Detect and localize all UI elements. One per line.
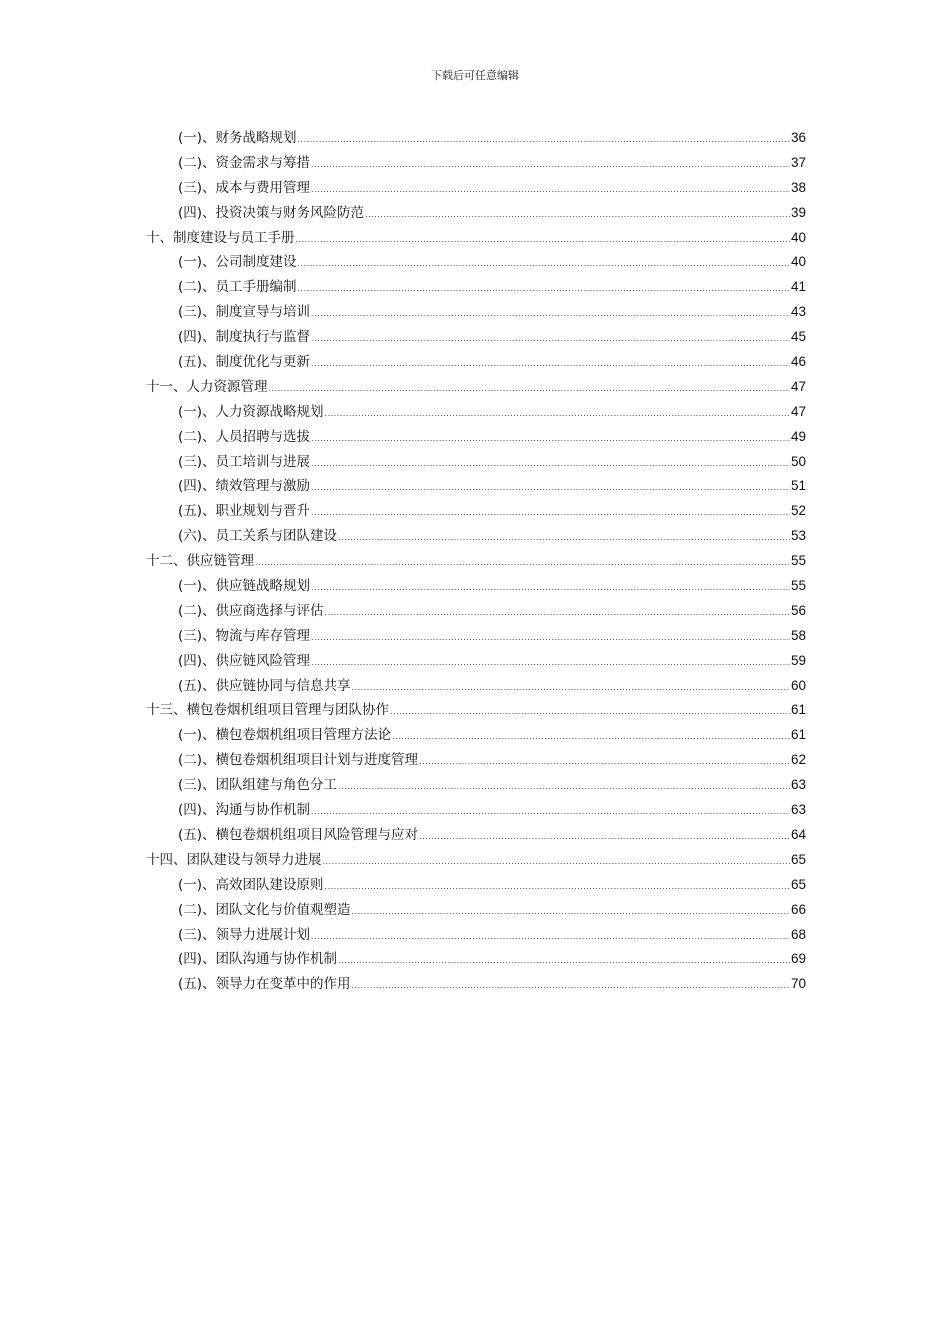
toc-dot-leader	[325, 402, 790, 427]
toc-page-number: 38	[790, 179, 806, 195]
toc-page-number: 62	[790, 752, 806, 768]
toc-dot-leader	[255, 551, 790, 576]
toc-page-number: 66	[790, 901, 806, 917]
toc-section-entry[interactable]	[146, 972, 806, 997]
toc-dot-leader	[352, 900, 790, 925]
toc-dot-leader	[311, 178, 790, 203]
toc-dot-leader	[311, 476, 790, 501]
toc-entry-label: (四)、投资决策与财务风险防范	[178, 204, 365, 221]
toc-section-entry[interactable]	[146, 350, 806, 375]
toc-dot-leader	[325, 875, 790, 900]
toc-page-number: 69	[790, 951, 806, 967]
toc-section-entry[interactable]	[146, 275, 806, 300]
toc-page-number: 63	[790, 802, 806, 818]
toc-entry-label: (一)、财务战略规划	[178, 130, 297, 146]
toc-chapter-entry[interactable]	[146, 698, 806, 723]
toc-dot-leader	[338, 775, 790, 800]
toc-section-entry[interactable]	[146, 325, 806, 350]
toc-page-number: 53	[790, 528, 806, 544]
toc-entry-label: 十、制度建设与员工手册	[146, 229, 295, 246]
toc-entry-label: (一)、公司制度建设	[178, 254, 297, 271]
toc-entry-label: (三)、领导力进展计划	[178, 926, 311, 943]
toc-dot-leader	[338, 526, 790, 551]
toc-dot-leader	[311, 427, 790, 452]
toc-dot-leader	[311, 651, 790, 676]
toc-dot-leader	[298, 252, 790, 277]
toc-dot-leader	[338, 949, 790, 974]
toc-entry-label: 十三、横包卷烟机组项目管理与团队协作	[146, 702, 389, 719]
toc-dot-leader	[323, 850, 790, 875]
toc-dot-leader	[325, 601, 790, 626]
toc-dot-leader	[311, 153, 790, 178]
toc-page-number: 47	[790, 403, 806, 419]
toc-section-entry[interactable]	[146, 425, 806, 450]
toc-section-entry[interactable]	[146, 201, 806, 226]
toc-page-number: 52	[790, 503, 806, 519]
toc-section-entry[interactable]	[146, 599, 806, 624]
toc-page-number: 46	[790, 354, 806, 370]
toc-dot-leader	[311, 327, 790, 352]
toc-chapter-entry[interactable]	[146, 549, 806, 574]
toc-entry-label: (三)、成本与费用管理	[178, 179, 311, 196]
toc-page-number: 41	[790, 279, 806, 295]
toc-section-entry[interactable]	[146, 873, 806, 898]
toc-page-number: 56	[790, 602, 806, 618]
toc-section-entry[interactable]	[146, 823, 806, 848]
toc-page-number: 65	[790, 851, 806, 867]
toc-section-entry[interactable]	[146, 474, 806, 499]
toc-entry-label: (三)、制度宣导与培训	[178, 304, 311, 321]
toc-entry-label: (三)、团队组建与角色分工	[178, 777, 338, 794]
toc-page-number: 59	[790, 652, 806, 668]
toc-page-number: 45	[790, 329, 806, 345]
toc-dot-leader	[311, 800, 790, 825]
toc-entry-label: (二)、团队文化与价值观塑造	[178, 901, 351, 918]
toc-dot-leader	[311, 452, 790, 477]
toc-dot-leader	[392, 725, 790, 750]
toc-section-entry[interactable]	[146, 923, 806, 948]
toc-section-entry[interactable]	[146, 947, 806, 972]
toc-dot-leader	[311, 352, 790, 377]
toc-dot-leader	[365, 203, 790, 228]
toc-page-number: 60	[790, 677, 806, 693]
toc-section-entry[interactable]	[146, 798, 806, 823]
toc-entry-label: (一)、高效团队建设原则	[178, 876, 324, 893]
toc-section-entry[interactable]	[146, 126, 806, 151]
toc-section-entry[interactable]	[146, 649, 806, 674]
toc-entry-label: (一)、横包卷烟机组项目管理方法论	[178, 727, 392, 744]
toc-section-entry[interactable]	[146, 524, 806, 549]
toc-page-number: 58	[790, 627, 806, 643]
toc-page-number: 43	[790, 304, 806, 320]
toc-page-number: 63	[790, 777, 806, 793]
toc-entry-label: (四)、供应链风险管理	[178, 652, 311, 669]
toc-entry-label: 十四、团队建设与领导力进展	[146, 851, 322, 868]
toc-section-entry[interactable]	[146, 898, 806, 923]
toc-page-number: 47	[790, 378, 806, 394]
toc-page-number: 37	[790, 154, 806, 170]
toc-dot-leader	[419, 825, 790, 850]
toc-entry-label: (五)、职业规划与晋升	[178, 503, 311, 520]
toc-entry-label: (四)、沟通与协作机制	[178, 802, 311, 819]
toc-entry-label: 十一、人力资源管理	[146, 378, 268, 395]
toc-section-entry[interactable]	[146, 723, 806, 748]
toc-page-number: 55	[790, 553, 806, 569]
toc-section-entry[interactable]	[146, 674, 806, 699]
toc-entry-label: (三)、员工培训与进展	[178, 453, 311, 470]
toc-page-number: 40	[790, 229, 806, 245]
toc-dot-leader	[298, 277, 790, 302]
toc-dot-leader	[311, 626, 790, 651]
toc-page-number: 51	[790, 478, 806, 494]
toc-chapter-entry[interactable]	[146, 848, 806, 873]
toc-entry-label: (一)、供应链战略规划	[178, 578, 311, 595]
toc-section-entry[interactable]	[146, 499, 806, 524]
toc-entry-label: (五)、横包卷烟机组项目风险管理与应对	[178, 826, 419, 843]
toc-page-number: 39	[790, 204, 806, 220]
toc-dot-leader	[298, 128, 790, 153]
toc-chapter-entry[interactable]	[146, 375, 806, 400]
toc-entry-label: (二)、员工手册编制	[178, 279, 297, 296]
toc-dot-leader	[419, 750, 790, 775]
toc-entry-label: (二)、人员招聘与选拔	[178, 428, 311, 445]
toc-section-entry[interactable]	[146, 624, 806, 649]
toc-section-entry[interactable]	[146, 450, 806, 475]
toc-entry-label: (二)、横包卷烟机组项目计划与进度管理	[178, 752, 419, 769]
toc-section-entry[interactable]	[146, 773, 806, 798]
toc-entry-label: (四)、绩效管理与激励	[178, 478, 311, 495]
toc-entry-label: (五)、制度优化与更新	[178, 354, 311, 371]
toc-section-entry[interactable]	[146, 300, 806, 325]
toc-dot-leader	[352, 676, 790, 701]
toc-page-number: 64	[790, 826, 806, 842]
toc-entry-label: (五)、领导力在变革中的作用	[178, 976, 351, 993]
toc-page-number: 61	[790, 702, 806, 718]
toc-dot-leader	[311, 925, 790, 950]
toc-entry-label: (二)、资金需求与筹措	[178, 154, 311, 171]
toc-dot-leader	[311, 302, 790, 327]
toc-section-entry[interactable]	[146, 400, 806, 425]
toc-entry-label: (二)、供应商选择与评估	[178, 602, 324, 619]
toc-entry-label: (六)、员工关系与团队建设	[178, 528, 338, 545]
toc-section-entry[interactable]	[146, 574, 806, 599]
toc-dot-leader	[390, 700, 790, 725]
toc-dot-leader	[311, 576, 790, 601]
toc-section-entry[interactable]	[146, 250, 806, 275]
toc-page-number: 65	[790, 876, 806, 892]
page-header: 下载后可任意编辑	[431, 69, 519, 82]
toc-page-number: 36	[790, 130, 806, 145]
toc-page-number: 55	[790, 578, 806, 594]
toc-entry-label: 十二、供应链管理	[146, 553, 254, 570]
toc-page-number: 61	[790, 727, 806, 743]
toc-page-number: 68	[790, 926, 806, 942]
table-of-contents	[146, 126, 806, 997]
toc-page-number: 50	[790, 453, 806, 469]
toc-entry-label: (三)、物流与库存管理	[178, 627, 311, 644]
toc-section-entry[interactable]	[146, 748, 806, 773]
toc-entry-label: (四)、制度执行与监督	[178, 329, 311, 346]
toc-page-number: 70	[790, 976, 806, 992]
toc-section-entry[interactable]	[146, 151, 806, 176]
toc-section-entry[interactable]	[146, 176, 806, 201]
toc-entry-label: (五)、供应链协同与信息共享	[178, 677, 351, 694]
toc-page-number: 40	[790, 254, 806, 270]
toc-page-number: 49	[790, 428, 806, 444]
toc-dot-leader	[352, 974, 790, 999]
toc-dot-leader	[311, 501, 790, 526]
toc-dot-leader	[269, 377, 790, 402]
toc-dot-leader	[296, 228, 790, 253]
toc-chapter-entry[interactable]	[146, 226, 806, 251]
toc-entry-label: (四)、团队沟通与协作机制	[178, 951, 338, 968]
toc-entry-label: (一)、人力资源战略规划	[178, 403, 324, 420]
